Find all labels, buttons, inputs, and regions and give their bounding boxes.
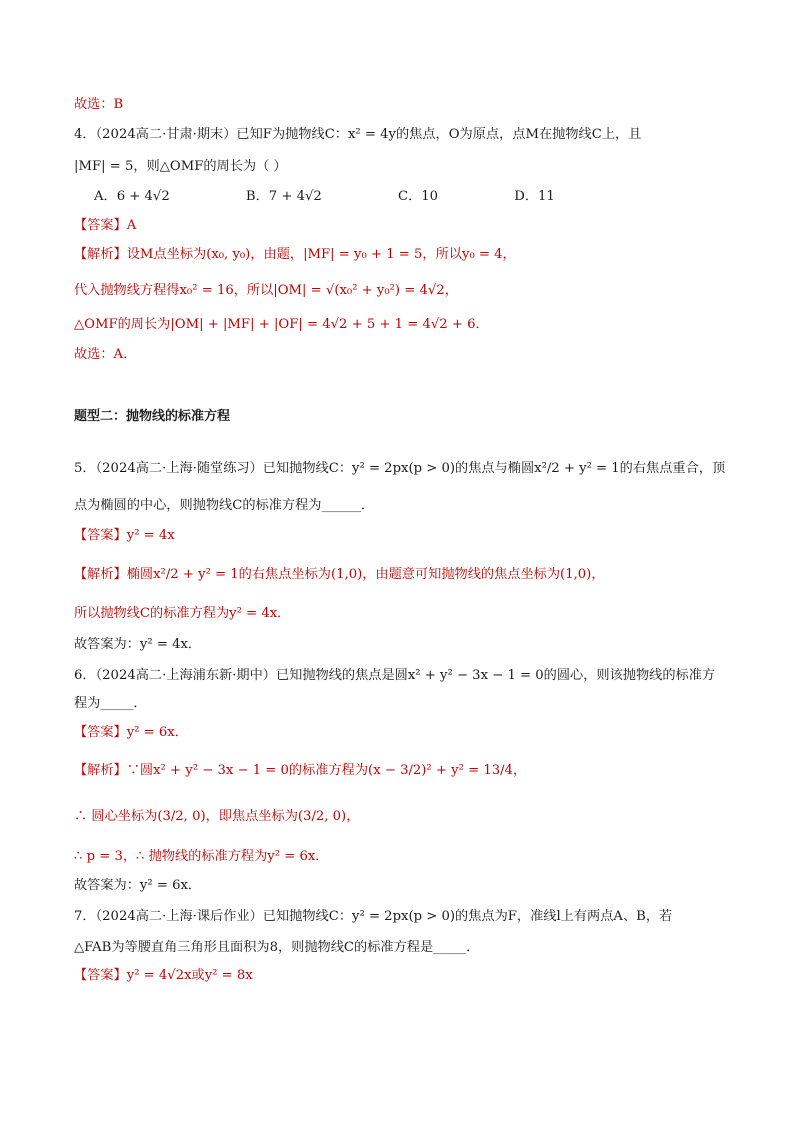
question-6-stem-cont: 程为_____．: [74, 696, 147, 711]
question-6-conclusion: 故答案为：y² = 6x．: [74, 878, 202, 893]
question-5-conclusion: 故答案为：y² = 4x．: [74, 637, 202, 652]
question-7-answer: 【答案】y² = 4√2x或y² = 8x: [74, 968, 253, 983]
question-4-analysis-3: △OMF的周长为|OM| + |MF| + |OF| = 4√2 + 5 + 1 = 4√2 + 6．: [74, 317, 489, 332]
question-7-stem-cont: △FAB为等腰直角三角形且面积为8，则抛物线C的标准方程是_____．: [74, 940, 480, 955]
question-5-stem-cont: 点为椭圆的中心，则抛物线C的标准方程为______．: [74, 498, 375, 513]
question-4-analysis-2: 代入抛物线方程得x₀² = 16，所以|OM| = √(x₀² + y₀²) = 4√2，: [74, 283, 458, 298]
question-6-stem: 6．（2024高二·上海浦东新·期中）已知抛物线的焦点是圆x² + y² − 3x − 1 = 0的圆心，则该抛物线的标准方: [74, 668, 716, 683]
option-a: A．6 + 4√2: [94, 189, 170, 204]
answer-choice-4: 故选：A．: [74, 347, 137, 362]
question-6-analysis-3: ∴ p = 3，∴ 抛物线的标准方程为y² = 6x．: [74, 849, 329, 864]
question-6-analysis-2: ∴ 圆心坐标为(3/2, 0)，即焦点坐标为(3/2, 0)，: [74, 809, 360, 824]
section-heading: 题型二：抛物线的标准方程: [74, 409, 231, 424]
question-6-answer: 【答案】y² = 6x．: [74, 725, 188, 740]
option-d: D．11: [514, 189, 555, 204]
question-6-analysis-1: 【解析】∵圆x² + y² − 3x − 1 = 0的标准方程为(x − 3/2)² + y² = 13/4，: [74, 763, 527, 778]
question-5-stem: 5．（2024高二·上海·随堂练习）已知抛物线C：y² = 2px(p > 0)的焦点与椭圆x²/2 + y² = 1的右焦点重合，顶: [74, 461, 726, 476]
answer-choice-3: 故选：B: [74, 97, 124, 112]
question-5-analysis-2: 所以抛物线C的标准方程为y² = 4x．: [74, 606, 291, 621]
option-b: B．7 + 4√2: [245, 189, 322, 204]
question-4-analysis-1: 【解析】设M点坐标为(x₀, y₀)，由题，|MF| = y₀ + 1 = 5，所以y₀ = 4，: [74, 247, 516, 262]
question-4-answer: 【答案】A: [74, 218, 137, 233]
option-c: C．10: [398, 189, 439, 204]
question-5-analysis-1: 【解析】椭圆x²/2 + y² = 1的右焦点坐标为(1,0)，由题意可知抛物线的焦点坐标为(1,0)，: [74, 567, 605, 582]
question-4-stem: 4．（2024高二·甘肃·期末）已知F为抛物线C：x² = 4y的焦点，O为原点，点M在抛物线C上，且: [74, 127, 642, 142]
question-7-stem: 7．（2024高二·上海·课后作业）已知抛物线C：y² = 2px(p > 0)的焦点为F，准线l上有两点A、B，若: [74, 909, 673, 924]
question-5-answer: 【答案】y² = 4x: [74, 528, 175, 543]
question-4-options: [94, 188, 555, 206]
question-4-stem-cont: |MF| = 5，则△OMF的周长为（ ）: [74, 159, 287, 174]
